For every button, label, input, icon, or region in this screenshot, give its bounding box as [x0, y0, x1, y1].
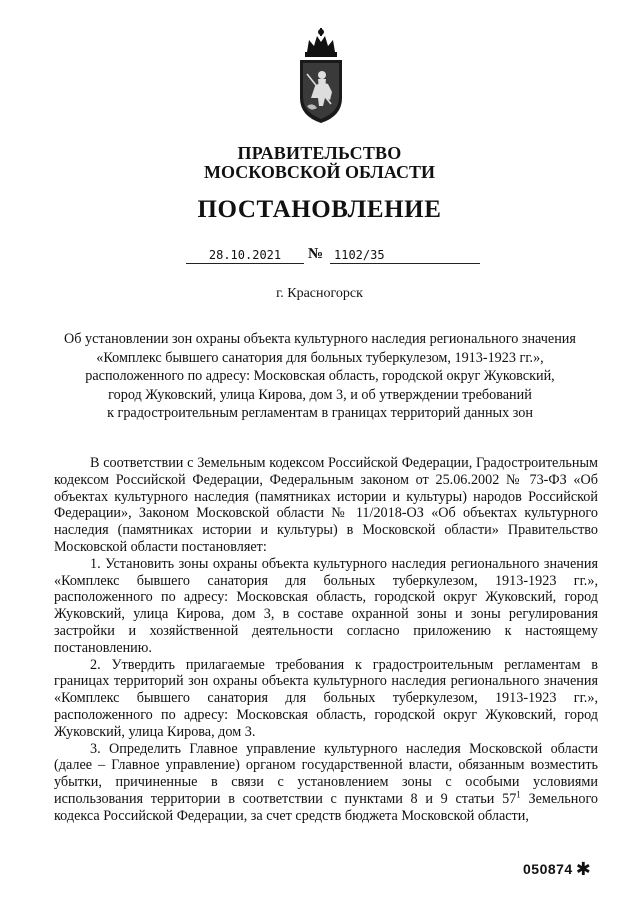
subject-line: к градостроительным регламентам в границах территорий данных зон [107, 405, 533, 422]
government-name-line1: ПРАВИТЕЛЬСТВО [237, 143, 402, 163]
moscow-oblast-coat-of-arms-icon [295, 26, 347, 126]
document-body [54, 455, 598, 825]
document-number: 1102/35 [330, 248, 480, 264]
subject-line: расположенного по адресу: Московская область, городской округ Жуковский, [85, 368, 555, 385]
subject-line: город Жуковский, улица Кирова, дом 3, и об утверждении требований [108, 386, 532, 403]
subject-line: «Комплекс бывшего санатория для больных туберкулезом, 1913-1923 гг.», [96, 349, 544, 366]
clause-3-text-continued: Земельного кодекса Российской Федерации, за счет средств бюджета Московской области, [54, 790, 599, 824]
subject-line: Об установлении зон охраны объекта культурного наследия регионального значения [64, 331, 576, 347]
serial-number-stamp [523, 858, 591, 879]
date-number-line [186, 248, 476, 268]
clause-3-paragraph [54, 741, 598, 825]
article-superscript: 1 [516, 789, 521, 800]
preamble-paragraph: В соответствии с Земельным кодексом Российской Федерации, Градостроительным кодексом Российской Федерации, Федеральным законом от 25.06.2002 № 73-ФЗ «Об объектах культурного наследия (памятниках истории и культуры) народов Российской Федерации», Законом Московской области № 11/2018-ОЗ «Об объектах культурного наследия (памятниках истории и культуры) в Московской области» Правительство Московской области постановляет: [54, 455, 598, 555]
clause-3-text: 3. Определить Главное управление культурного наследия Московской области (далее – Главное управление) органом государственной власти, обязанным возместить убытки, причиненные в связи с установлением зоны с особыми условиями использования территории в соответствии с пунктами 8 и 9 статьи 57 [54, 740, 598, 807]
government-name-line2: МОСКОВСКОЙ ОБЛАСТИ [204, 162, 435, 182]
document-type-title: ПОСТАНОВЛЕНИЕ [197, 196, 442, 223]
clause-1-paragraph: 1. Установить зоны охраны объекта культурного наследия регионального значения «Комплекс бывшего санатория для больных туберкулезом, 1913-1923 гг.», расположенного по адресу: Московская область, городской округ Жуковский, город Жуковский, улица Кирова, дом 3, в составе охранной зоны и зоны регулирования застройки и хозяйственной деятельности согласно приложению к настоящему постановлению. [54, 555, 598, 656]
serial-number: 050874 [523, 861, 573, 877]
document-subject [40, 330, 600, 423]
asterisk-icon: ✱ [575, 859, 592, 879]
document-date: 28.10.2021 [186, 248, 304, 264]
number-sign: № [308, 246, 324, 262]
city-of-issue: г. Красногорск [276, 286, 363, 301]
clause-2-paragraph: 2. Утвердить прилагаемые требования к градостроительным регламентам в границах территорий зон охраны объекта культурного наследия регионального значения «Комплекс бывшего санатория для больных туберкулезом, 1913-1923 гг.», расположенного по адресу: Московская область, городской округ Жуковский, город Жуковский, улица Кирова, дом 3. [54, 656, 598, 740]
